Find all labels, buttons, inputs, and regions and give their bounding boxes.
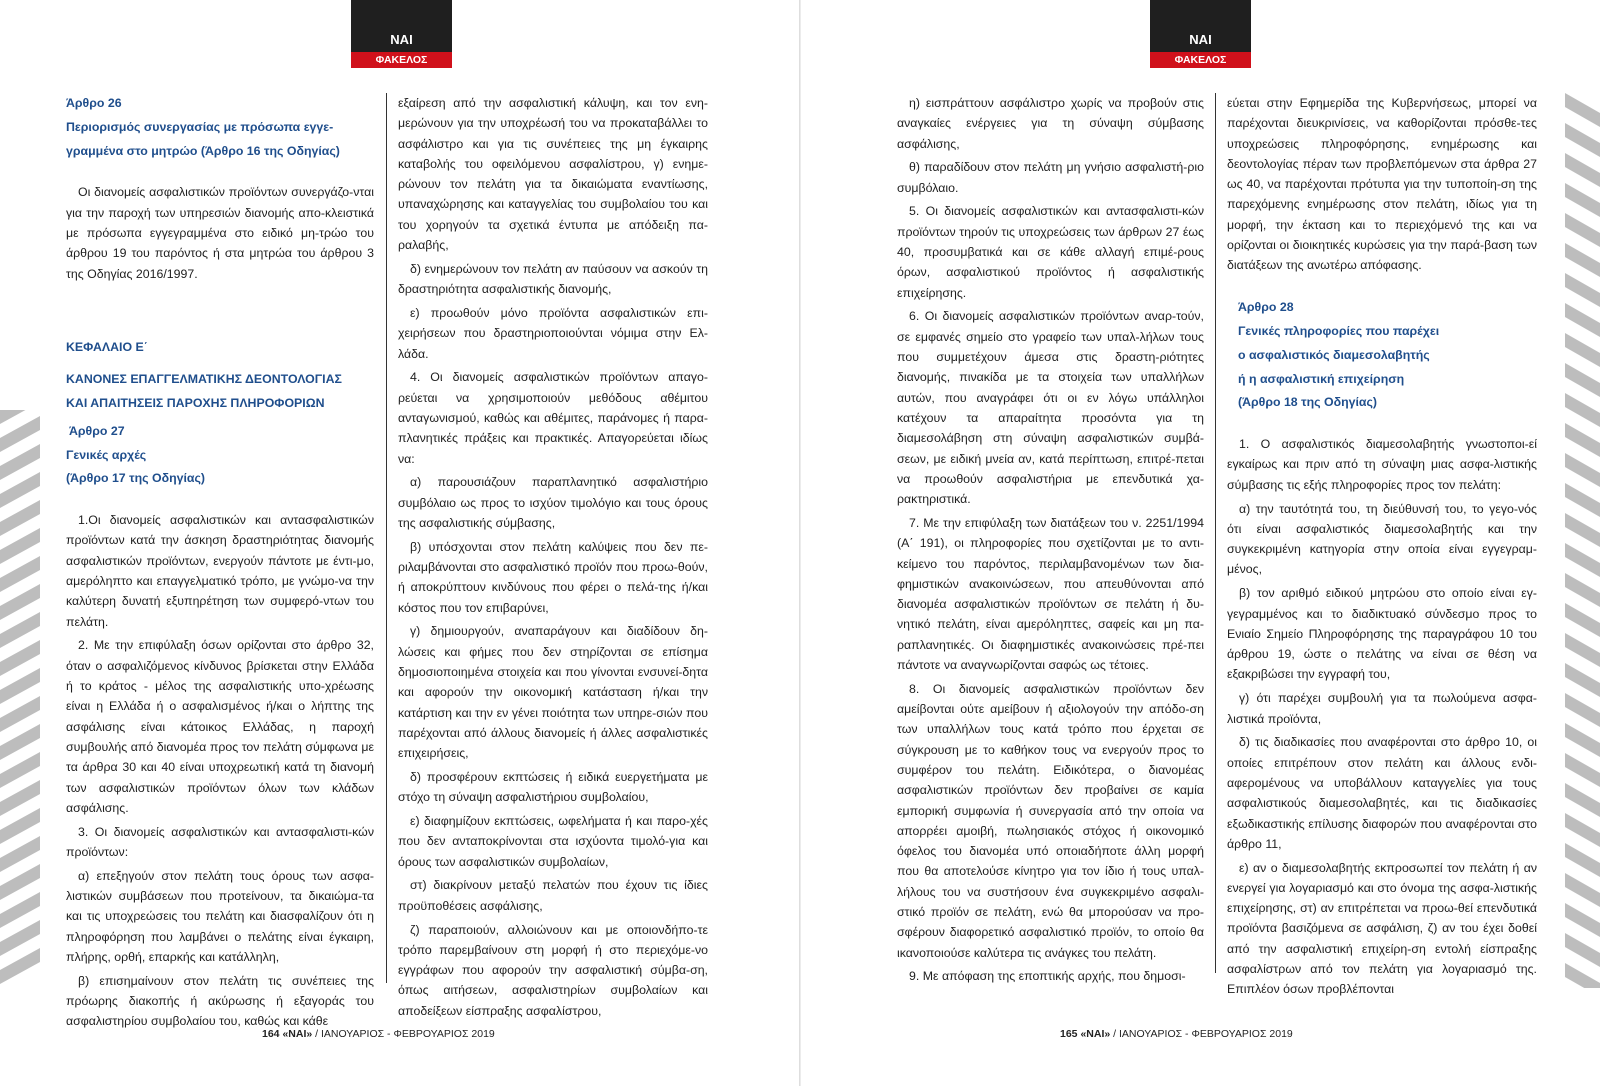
paragraph: ε) προωθούν μόνο προϊόντα ασφαλιστικών επι-χειρήσεων που δραστηριοποιούνται νόμιμα στην Ελ-λάδα. — [398, 305, 708, 361]
text-column-4 — [1227, 93, 1537, 1003]
paragraph: γ) ότι παρέχει συμβουλή για τα πωλούμενα ασφα-λιστικά προϊόντα, — [1227, 691, 1537, 726]
paragraph: 9. Με απόφαση της εποπτικής αρχής, που δημοσι- — [909, 969, 1186, 984]
magazine-tab-left — [351, 0, 452, 68]
article-26-title: Άρθρο 26 — [66, 96, 122, 110]
tab-section: ΦΑΚΕΛΟΣ — [351, 52, 452, 68]
page-number: 165 — [1060, 1028, 1078, 1040]
decorative-stripes-left — [0, 410, 40, 995]
magazine-tab-right — [1150, 0, 1251, 68]
paragraph: 1. Ο ασφαλιστικός διαμεσολαβητής γνωστοποι-εί εγκαίρως και πριν από τη σύναψη μιας ασφα-λιστικής σύμβασης τις εξής πληροφορίες προς τον πελάτη: — [1227, 437, 1537, 492]
article-28-subtitle: ή η ασφαλιστική επιχείρηση — [1238, 371, 1405, 386]
paragraph: 3. Οι διανομείς ασφαλιστικών και αντασφαλιστι-κών προϊόντων: — [66, 824, 374, 859]
paragraph: α) την ταυτότητά του, τη διεύθυνσή του, το γεγο-νός ότι είναι ασφαλιστικός διαμεσολαβητής και την συγκεκριμένη κατηγορία στην οποία είναι εγγεγραμ-μένος, — [1227, 501, 1537, 577]
paragraph: εύεται στην Εφημερίδα της Κυβερνήσεως, μπορεί να παρέχονται διευκρινίσεις, να καθορίζονται πρόσθε-τες υποχρεώσεις πληροφόρησης, ενημέρωσης και δεοντολογίας πέραν των προβλεπόμενων στα άρθρα 27 ως 40, να παρέχονται πρότυπα για την τυποποίη-ση της παρεχόμενης ενημέρωσης στον πελάτη, ιδίως για τη μορφή, την έκταση και το περιεχόμενό της και να ορίζονται οι διοικητικές κυρώσεις για την παρά-βαση των διατάξεων της ανωτέρω απόφασης. — [1227, 96, 1537, 273]
paragraph: 4. Οι διανομείς ασφαλιστικών προϊόντων απαγο-ρεύεται να χρησιμοποιούν μεθόδους αθέμιτου ανταγωνισμού, καθώς και αθέμιτες, παράνομες ή παρα-πλανητικές πράξεις και πρακτικές. Απαγορεύεται ιδίως να: — [398, 370, 708, 466]
article-28-subtitle: (Άρθρο 18 της Οδηγίας) — [1238, 395, 1378, 410]
article-28-subtitle: Γενικές πληροφορίες που παρέχει — [1238, 323, 1440, 338]
paragraph: 2. Με την επιφύλαξη όσων ορίζονται στο άρθρο 32, όταν ο ασφαλιζόμενος κίνδυνος βρίσκεται στην Ελλάδα ή το κράτος - μέλος της ασφαλιστικής υπο-χρέωσης είναι η Ελλάδα ή ο ασφαλισμένος ή/και ο λήπτης της ασφάλισης είναι κάτοικος Ελλάδας, η παροχή συμβουλής από διανομέα προς τον πελάτη σύμφωνα με τα άρθρα 30 και 40 είναι υποχρεωτική κατά τη διανομή των ασφαλιστικών προϊόντων όλων των κλάδων ασφάλισης. — [66, 638, 374, 815]
tab-section: ΦΑΚΕΛΟΣ — [1150, 52, 1251, 68]
tab-brand: ΝΑΙ — [1189, 32, 1212, 47]
paragraph: 7. Με την επιφύλαξη των διατάξεων του ν. 2251/1994 (Α΄ 191), οι πληροφορίες που σχετίζονται με το αντι-κείμενο του παρόντος, περιλαμβανομένων των δια-φημιστικών ανακοινώσεων, που απευθύνονται από διανομέα ασφαλιστικών προϊόντων σε πελάτη ή δυ-νητικό πελάτη, είναι αμερόληπτες, σαφείς και μη πα-ραπλανητικές. Οι διαφημιστικές ανακοινώσεις πρέ-πει πάντοτε να αναγνωρίζονται σαφώς ως τέτοιες. — [897, 515, 1204, 673]
article-28-subtitle: ο ασφαλιστικός διαμεσολαβητής — [1238, 347, 1430, 362]
tab-brand: ΝΑΙ — [390, 32, 413, 47]
article-28-title: Άρθρο 28 — [1238, 300, 1294, 315]
article-26-subtitle: Περιορισμός συνεργασίας με πρόσωπα εγγε- — [66, 119, 334, 134]
paragraph: β) υπόσχονται στον πελάτη καλύψεις που δεν πε-ριλαμβάνονται στο ασφαλιστικό προϊόν που προω-θούν, ή αποκρύπτουν κινδύνους που φέρει ο πελά-της ή/και κόστος που τον επιβαρύνει, — [398, 539, 708, 615]
magazine-name: «ΝΑΙ» — [1080, 1028, 1111, 1040]
page-footer-left — [262, 1028, 495, 1040]
text-column-2 — [398, 93, 708, 1025]
paragraph: 6. Οι διανομείς ασφαλιστικών προϊόντων αναρ-τούν, σε εμφανές σημείο στο γραφείο των υπαλ-λήλων τους που συμμετέχουν άμεσα στις δραστη-ριότητες διανομής, πινακίδα με τα στοιχεία των υπαλλήλων αυτών, που αναγράφει ότι οι εν λόγω υπάλληλοι κατέχουν τα απαραίτητα προσόντα για τη διαμεσολάβηση στη σύναψη ασφαλιστικών συμβά-σεων, με ειδική μνεία αν, κατά περίπτωση, επιτρέ-πεται να προωθούν ασφαλιστήρια με επενδυτικά χα-ρακτηριστικά. — [897, 309, 1204, 507]
chapter-subtitle: ΚΑΙ ΑΠΑΙΤΗΣΕΙΣ ΠΑΡΟΧΗΣ ΠΛΗΡΟΦΟΡΙΩΝ — [66, 395, 325, 410]
text-column-3 — [897, 93, 1204, 990]
paragraph: γ) δημιουργούν, αναπαράγουν και διαδίδουν δη-λώσεις και φήμες που δεν στηρίζονται σε επίσημα δημοσιοποιημένα στοιχεία και που γίνονται ενσυνεί-δητα και αφορούν την οικονομική κατάσταση ή/και την κατάρτιση και την εν γένει ποιότητα των υπηρε-σιών που παρέχονται από άλλους διανομείς ή άλλες ασφαλιστικές επιχειρήσεις, — [398, 624, 708, 761]
paragraph: δ) προσφέρουν εκπτώσεις ή ειδικά ευεργετήματα με στόχο τη σύναψη ασφαλιστήριου συμβολαίου, — [398, 770, 708, 805]
paragraph: δ) τις διαδικασίες που αναφέρονται στο άρθρο 10, οι οποίες επιτρέπουν στον πελάτη και άλλους ενδι-αφερομένους να υποβάλλουν καταγγελίες για τους ασφαλιστικούς διαμεσολαβητές, και τις διαδικασίες εξωδικαστικής επίλυσης διαφορών που αναφέρονται στο άρθρο 11, — [1227, 735, 1537, 851]
paragraph: β) επισημαίνουν στον πελάτη τις συνέπειες της πρόωρης διακοπής ή ακύρωσης ή εξαγοράς του ασφαλιστηρίου συμβολαίου του, καθώς και κάθε — [66, 973, 374, 1029]
paragraph: 5. Οι διανομείς ασφαλιστικών και αντασφαλιστι-κών προϊόντων τηρούν τις υποχρεώσεις των άρθρων 27 έως 40, προσυμβατικά και σε κάθε αλλαγή επιμέ-ρους όρων, ασφαλιστικού προϊόντος ή ασφαλιστικής επιχείρησης. — [897, 204, 1204, 300]
article-27-subtitle: (Άρθρο 17 της Οδηγίας) — [66, 471, 206, 486]
paragraph: ε) διαφημίζουν εκπτώσεις, ωφελήματα ή και παρο-χές που δεν ανταποκρίνονται στα ισχύοντα τιμολό-για και όρους των ασφαλιστικών συμβολαίων, — [398, 814, 708, 869]
paragraph: η) εισπράττουν ασφάλιστρο χωρίς να προβούν στις αναγκαίες ενέργειες για τη σύναψη σύμβασης ασφάλισης, — [897, 96, 1204, 151]
column-divider — [386, 93, 387, 983]
paragraph: α) επεξηγούν στον πελάτη τους όρους των ασφα-λιστικών συμβάσεων που προτείνουν, τα δικαιώμα-τα και τις υποχρεώσεις του πελάτη και διασφαλίζουν ότι η πληροφόρηση που λαμβάνει ο πελάτης είναι έγκαιρη, πλήρης, ορθή, επαρκής και κατάλληλη, — [66, 868, 374, 964]
chapter-subtitle: ΚΑΝΟΝΕΣ ΕΠΑΓΓΕΛΜΑΤΙΚΗΣ ΔΕΟΝΤΟΛΟΓΙΑΣ — [66, 372, 342, 387]
page-number: 164 — [262, 1028, 280, 1040]
column-divider — [1215, 93, 1216, 973]
paragraph: α) παρουσιάζουν παραπλανητικό ασφαλιστήριο συμβόλαιο ως προς το ισχύον τιμολόγιο και τους όρους της ασφαλιστικής σύμβασης, — [398, 475, 708, 530]
issue-date: / ΙΑΝΟΥΑΡΙΟΣ - ΦΕΒΡΟΥΑΡΙΟΣ 2019 — [315, 1028, 495, 1040]
paragraph: εξαίρεση από την ασφαλιστική κάλυψη, και τον ενη-μερώνουν για την υποχρέωσή του να προκαταβάλλει το ασφάλιστρο και για τις συνέπειες της μη έγκαιρης καταβολής του οφειλόμενου ασφαλίστρου, γ) ενημε-ρώνουν τον πελάτη για τα δικαιώματα εναντίωσης, υπαναχώρησης και καταγγελίας του συμβολαίου του και του χορηγούν τα σχετικά έντυπα με απόδειξη πα-ραλαβής, — [398, 96, 708, 253]
paragraph: 8. Οι διανομείς ασφαλιστικών προϊόντων δεν αμείβονται ούτε αμείβουν ή αξιολογούν την απόδο-ση των υπαλλήλων τους κατά τρόπο που έρχεται σε σύγκρουση με το καθήκον τους να ενεργούν προς το συμφέρον του πελάτη. Ειδικότερα, ο διανομέας ασφαλιστικών προϊόντων δεν προβαίνει σε καμία εμπορική συμφωνία ή συνεργασία από την οποία να απορρέει αμοιβή, πωλησιακός στόχος ή οικονομικό όφελος του διανομέα υπό οποιαδήποτε άλλη μορφή που θα αποτελούσε κίνητρο για τον ίδιο ή τους υπαλ-λήλους του να συστήσουν ένα συγκεκριμένο ασφαλι-στικό προϊόν σε πελάτη, ενώ θα μπορούσαν να προ-σφέρουν διαφορετικό ασφαλιστικό προϊόν, το οποίο θα ικανοποιούσε καλύτερα τις ανάγκες του πελάτη. — [897, 681, 1204, 960]
paragraph: στ) διακρίνουν μεταξύ πελατών που έχουν τις ίδιες προϋποθέσεις ασφάλισης, — [398, 878, 708, 913]
page-footer-right — [1060, 1028, 1293, 1040]
decorative-stripes-right — [1565, 93, 1600, 988]
article-27-title: Άρθρο 27 — [69, 423, 125, 438]
article-27-subtitle: Γενικές αρχές — [66, 447, 147, 462]
paragraph: 1.Οι διανομείς ασφαλιστικών και αντασφαλιστικών προϊόντων κατά την άσκηση δραστηριότητας διανομής ασφαλιστικών προϊόντων, ενεργούν πάντοτε με έντι-μο, αμερόληπτο και επαγγελματικό τρόπο, με γνώμο-να την καλύτερη δυνατή εξυπηρέτηση των συμφερό-ντων του πελάτη. — [66, 513, 374, 629]
paragraph: β) τον αριθμό ειδικού μητρώου στο οποίο είναι εγ-γεγραμμένος και το διαδικτυακό σύνδεσμο προς το Ενιαίο Σημείο Πληροφόρησης της παραγράφου 10 του άρθρου 19, ώστε ο πελάτης να είναι σε θέση να εξακριβώσει την εγγραφή του, — [1227, 586, 1537, 682]
paragraph: Οι διανομείς ασφαλιστικών προϊόντων συνεργάζο-νται για την παροχή των υπηρεσιών διανομής απο-κλειστικά με πρόσωπα εγγεγραμμένα στο ειδικό μη-τρώο του άρθρου 19 του παρόντος ή στα μητρώα του άρθρου 3 της Οδηγίας 2016/1997. — [66, 185, 374, 281]
paragraph: θ) παραδίδουν στον πελάτη μη γνήσιο ασφαλιστή-ριο συμβόλαιο. — [897, 160, 1204, 195]
article-26-subtitle: γραμμένα στο μητρώο (Άρθρο 16 της Οδηγίας) — [66, 143, 340, 158]
paragraph: ε) αν ο διαμεσολαβητής εκπροσωπεί τον πελάτη ή αν ενεργεί για λογαριασμό και στο όνομα της ασφα-λιστικής επιχείρησης, στ) αν επιτρέπεται να προω-θεί επενδυτικά προϊόντα βασιζόμενα σε ασφάλιση, ζ) αν του έχει δοθεί από την ασφαλιστική επιχείρη-ση εντολή είσπραξης ασφαλίστρων από τον πελάτη για λογαριασμό της. Επιπλέον όσων προβλέπονται — [1227, 860, 1537, 997]
paragraph: δ) ενημερώνουν τον πελάτη αν παύσουν να ασκούν τη δραστηριότητα ασφαλιστικής διανομής, — [398, 261, 708, 297]
magazine-name: «ΝΑΙ» — [282, 1028, 313, 1040]
page-gutter — [799, 0, 801, 1086]
text-column-1 — [66, 93, 374, 1035]
chapter-title: ΚΕΦΑΛΑΙΟ Ε΄ — [66, 340, 148, 355]
paragraph: ζ) παραποιούν, αλλοιώνουν και με οποιονδήπο-τε τρόπο παρεμβαίνουν στη μορφή ή στο περιεχόμε-νο εγγράφων που αφορούν την ασφαλιστική σύμβα-ση, όπως αιτήσεων, ασφαλιστηρίων συμβολαίων και αποδείξεων είσπραξης ασφαλίστρου, — [398, 922, 708, 1018]
issue-date: / ΙΑΝΟΥΑΡΙΟΣ - ΦΕΒΡΟΥΑΡΙΟΣ 2019 — [1113, 1028, 1293, 1040]
